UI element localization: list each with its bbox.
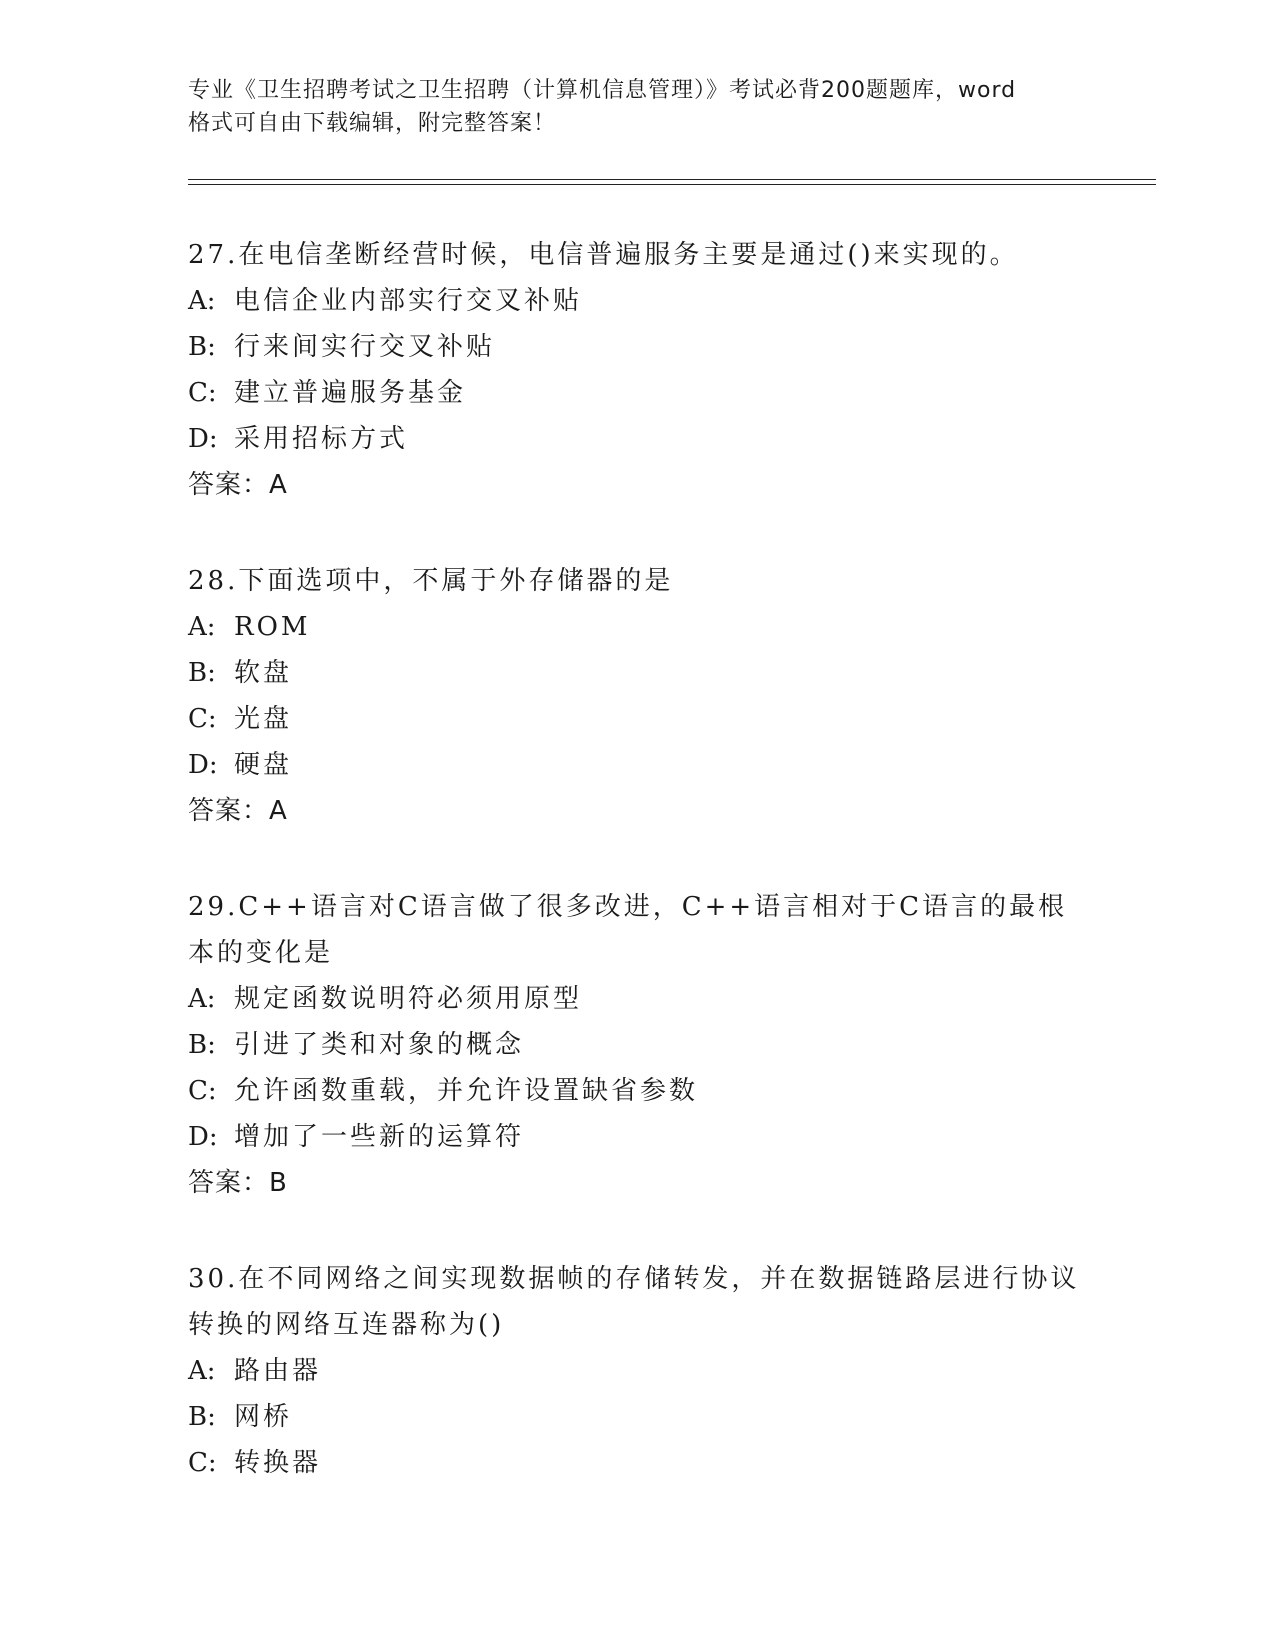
question-stem: 29.C++语言对C语言做了很多改进，C++语言相对于C语言的最根本的变化是	[188, 892, 1068, 968]
option-letter: A:	[188, 1356, 216, 1386]
option-c	[188, 1440, 1088, 1486]
option-a	[188, 278, 1088, 324]
question-30	[188, 1256, 1088, 1486]
option-letter: C:	[188, 1448, 217, 1478]
header-line-2: 格式可自由下载编辑，附完整答案！	[188, 111, 557, 136]
option-letter: B:	[188, 1030, 216, 1060]
question-27	[188, 232, 1088, 508]
option-letter: A:	[188, 984, 216, 1014]
option-text: 路由器	[234, 1356, 322, 1386]
option-letter: A:	[188, 286, 216, 316]
option-text: 光盘	[234, 704, 293, 734]
option-text: 行来间实行交叉补贴	[234, 332, 496, 362]
question-28	[188, 558, 1088, 834]
option-text: 软盘	[234, 658, 293, 688]
option-b	[188, 324, 1088, 370]
option-letter: D:	[188, 750, 218, 780]
option-d	[188, 742, 1088, 788]
document-header	[188, 74, 1088, 140]
question-stem: 28.下面选项中，不属于外存储器的是	[188, 566, 674, 596]
option-letter: C:	[188, 1076, 217, 1106]
option-text: 引进了类和对象的概念	[234, 1030, 525, 1060]
option-d	[188, 1114, 1088, 1160]
question-29	[188, 884, 1088, 1206]
question-stem: 27.在电信垄断经营时候，电信普遍服务主要是通过()来实现的。	[188, 240, 1019, 270]
option-letter: B:	[188, 1402, 216, 1432]
option-letter: C:	[188, 378, 217, 408]
option-letter: B:	[188, 332, 216, 362]
question-list	[188, 232, 1088, 1536]
option-text: 允许函数重载，并允许设置缺省参数	[234, 1076, 699, 1106]
option-letter: D:	[188, 424, 218, 454]
header-double-rule	[188, 179, 1156, 185]
option-b	[188, 1022, 1088, 1068]
option-letter: B:	[188, 658, 216, 688]
option-b	[188, 650, 1088, 696]
option-text: 增加了一些新的运算符	[234, 1122, 525, 1152]
option-text: 硬盘	[234, 750, 293, 780]
answer-line: 答案：A	[188, 796, 288, 826]
option-d	[188, 416, 1088, 462]
option-b	[188, 1394, 1088, 1440]
option-a	[188, 604, 1088, 650]
option-text: ROM	[234, 612, 311, 642]
option-text: 采用招标方式	[234, 424, 409, 454]
option-letter: A:	[188, 612, 216, 642]
answer-line: 答案：A	[188, 470, 288, 500]
option-c	[188, 1068, 1088, 1114]
answer-line: 答案：B	[188, 1168, 288, 1198]
option-a	[188, 976, 1088, 1022]
option-letter: C:	[188, 704, 217, 734]
option-text: 电信企业内部实行交叉补贴	[234, 286, 583, 316]
question-stem: 30.在不同网络之间实现数据帧的存储转发，并在数据链路层进行协议转换的网络互连器称为()	[188, 1264, 1080, 1340]
header-line-1: 专业《卫生招聘考试之卫生招聘（计算机信息管理）》考试必背200题题库，word	[188, 78, 1017, 103]
option-a	[188, 1348, 1088, 1394]
option-text: 建立普遍服务基金	[234, 378, 467, 408]
option-text: 网桥	[234, 1402, 293, 1432]
option-text: 规定函数说明符必须用原型	[234, 984, 583, 1014]
option-text: 转换器	[234, 1448, 322, 1478]
option-c	[188, 696, 1088, 742]
option-c	[188, 370, 1088, 416]
option-letter: D:	[188, 1122, 218, 1152]
